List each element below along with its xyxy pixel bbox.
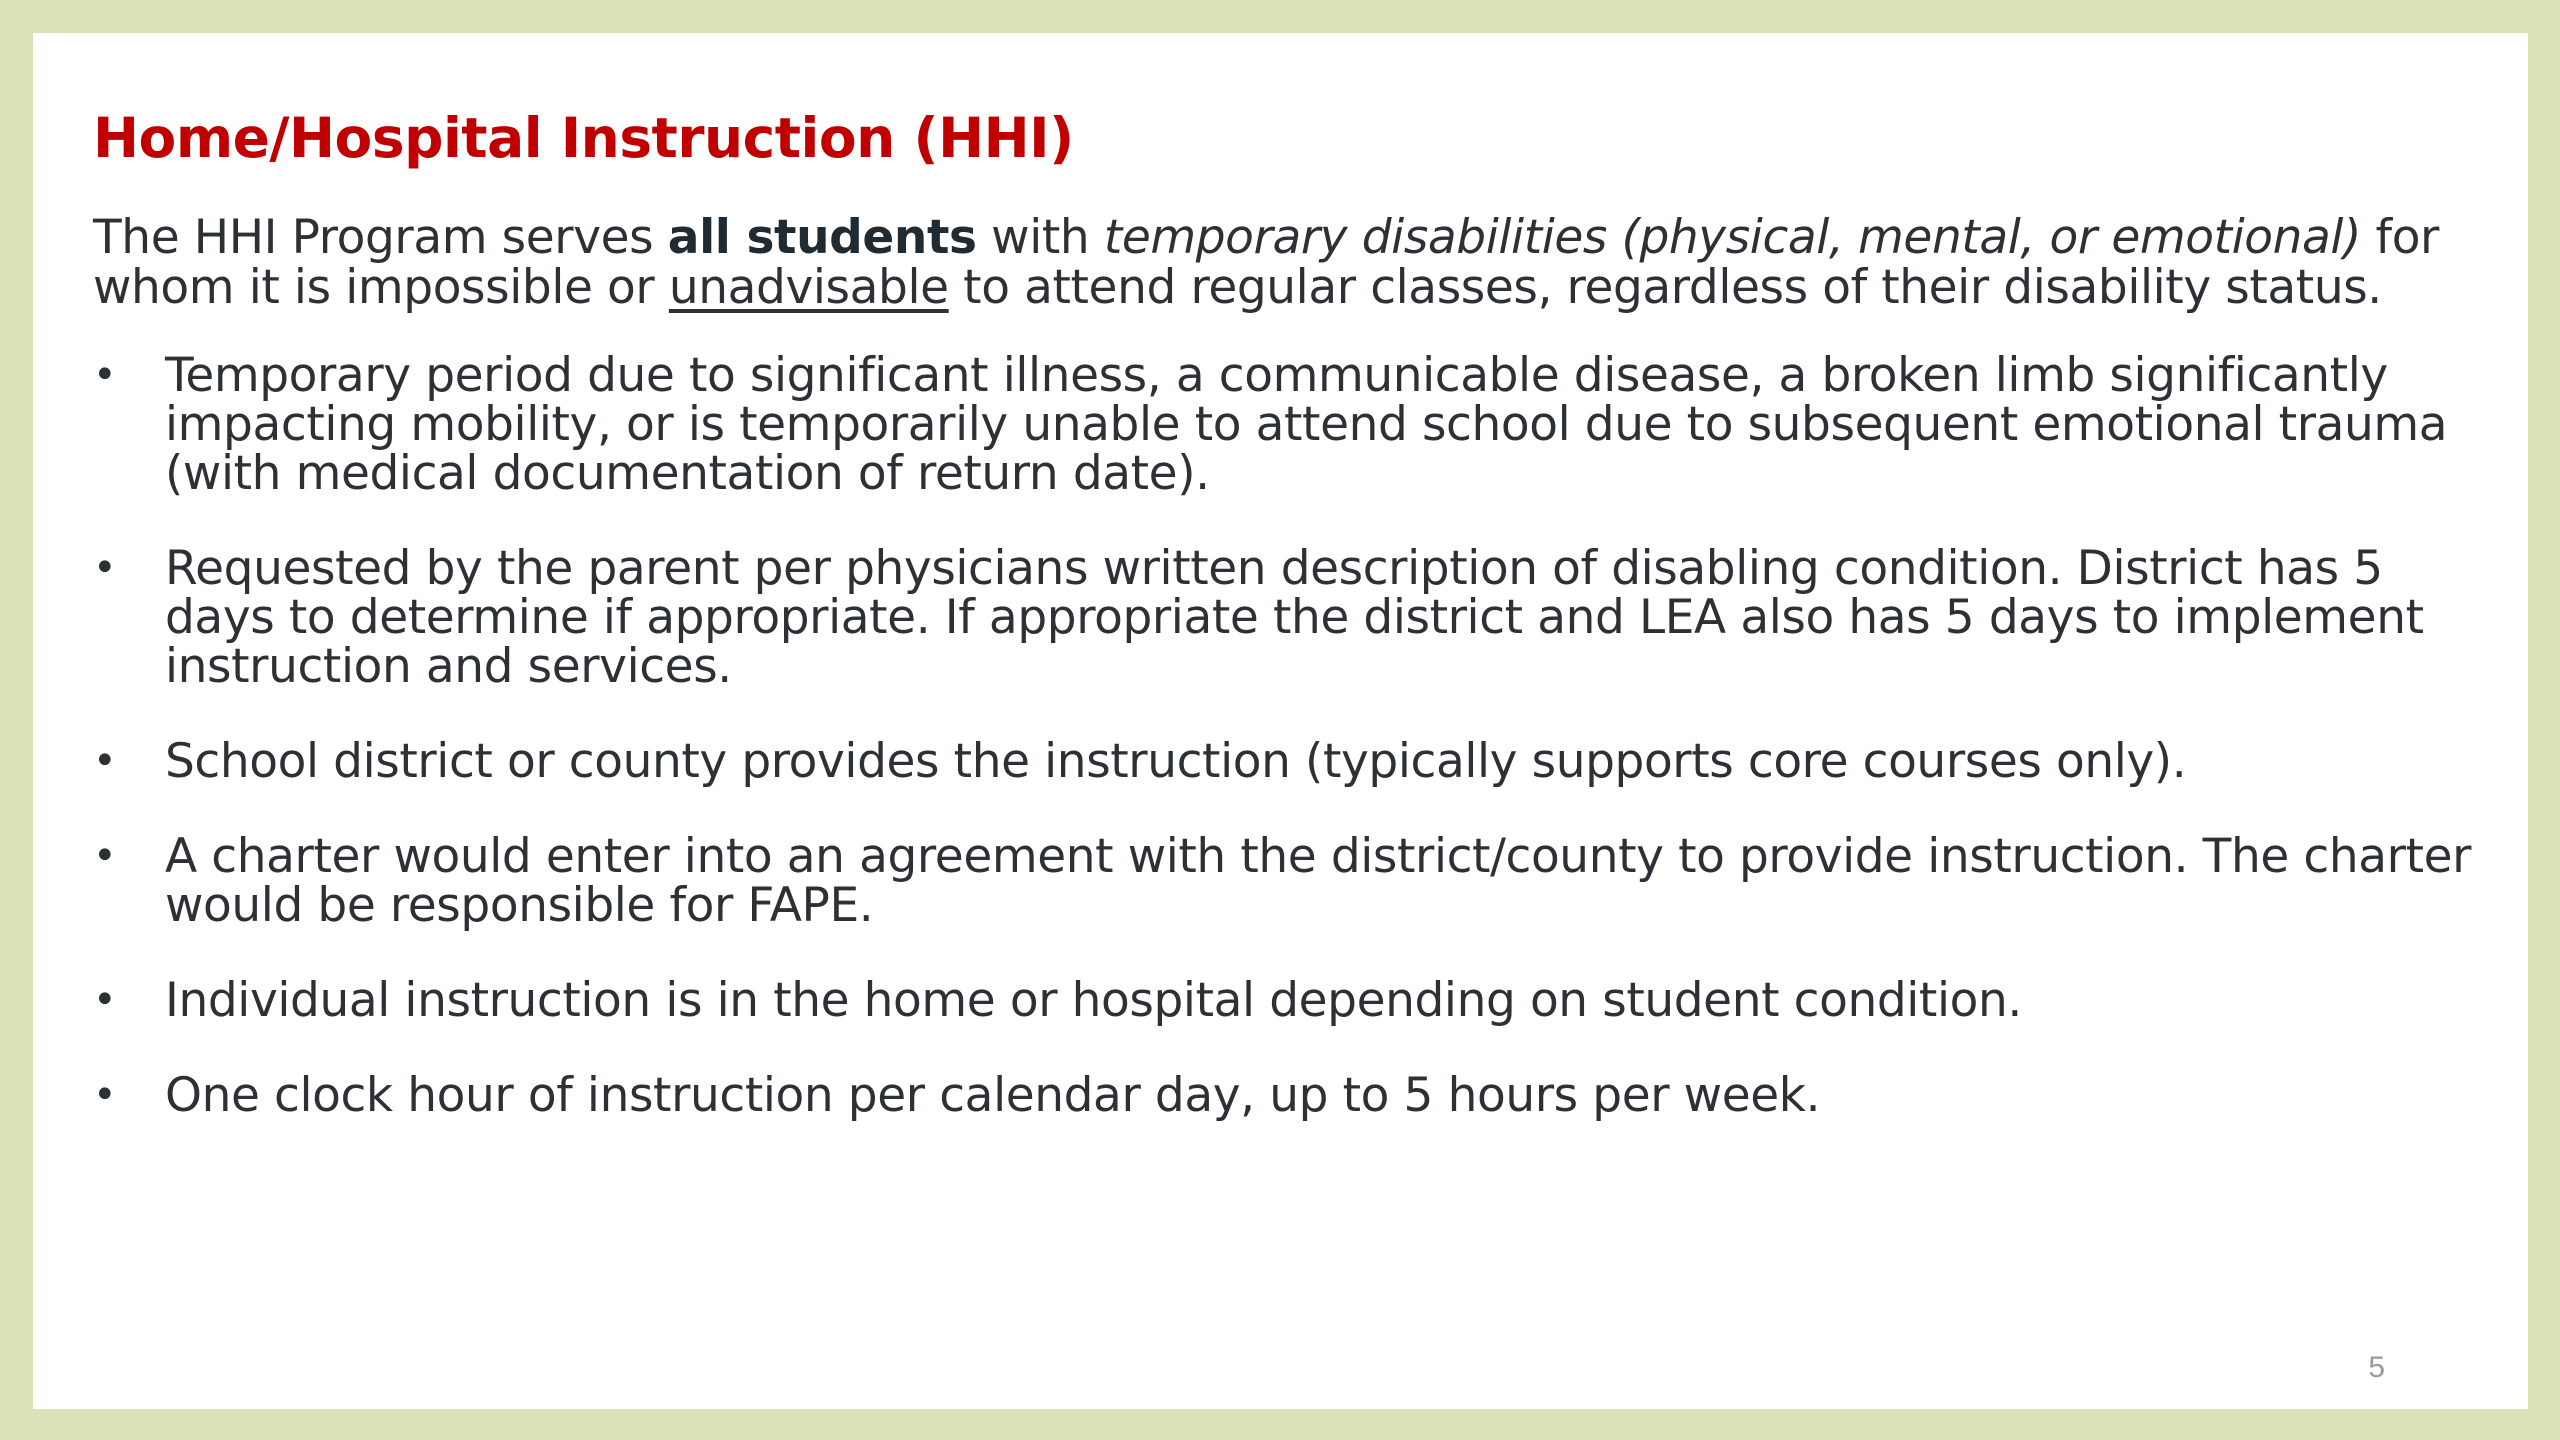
slide-title: Home/Hospital Instruction (HHI) bbox=[93, 106, 1074, 170]
bullet-item bbox=[93, 973, 2473, 1028]
intro-text-1: The HHI Program serves bbox=[93, 210, 668, 265]
bullet-icon: • bbox=[93, 545, 117, 591]
page-number: 5 bbox=[2368, 1351, 2385, 1384]
bullet-list bbox=[93, 348, 2472, 1123]
intro-text-4: to attend regular classes, regardless of their disability status. bbox=[948, 260, 2382, 315]
intro-bold-text: all students bbox=[667, 210, 977, 265]
bullet-icon: • bbox=[93, 833, 117, 879]
bullet-text: A charter would enter into an agreement with the district/county to provide instruction. The charter would be responsible for FAPE. bbox=[165, 829, 2472, 933]
intro-text-2: with bbox=[976, 210, 1104, 265]
intro-paragraph bbox=[93, 210, 2473, 315]
bullet-text: One clock hour of instruction per calendar day, up to 5 hours per week. bbox=[165, 1068, 1821, 1123]
intro-text-3: for whom it is impossible or bbox=[93, 210, 2439, 315]
bullet-text: School district or county provides the instruction (typically supports core courses only). bbox=[165, 734, 2187, 789]
bullet-text: Temporary period due to significant illness, a communicable disease, a broken limb significantly impacting mobility, or is temporarily unable to attend school due to subsequent emotional trauma (with medical documentation of return date). bbox=[165, 348, 2448, 501]
bullet-icon: • bbox=[93, 1072, 117, 1118]
bullet-icon: • bbox=[93, 977, 117, 1023]
bullet-item bbox=[93, 541, 2473, 694]
bullet-item bbox=[93, 1068, 2473, 1123]
bullet-item bbox=[93, 348, 2473, 501]
bullet-text: Requested by the parent per physicians written description of disabling condition. District has 5 days to determine if appropriate. If appropriate the district and LEA also has 5 days to implement instruction and services. bbox=[165, 541, 2424, 694]
slide bbox=[33, 33, 2528, 1409]
bullet-item bbox=[93, 734, 2473, 789]
bullet-icon: • bbox=[93, 738, 117, 784]
bullet-icon: • bbox=[93, 352, 117, 398]
intro-underlined-text: unadvisable bbox=[668, 260, 949, 315]
bullet-text: Individual instruction is in the home or hospital depending on student condition. bbox=[165, 973, 2022, 1028]
bullet-item bbox=[93, 829, 2473, 933]
intro-italic-text: temporary disabilities (physical, mental, or emotional) bbox=[1103, 210, 2362, 265]
